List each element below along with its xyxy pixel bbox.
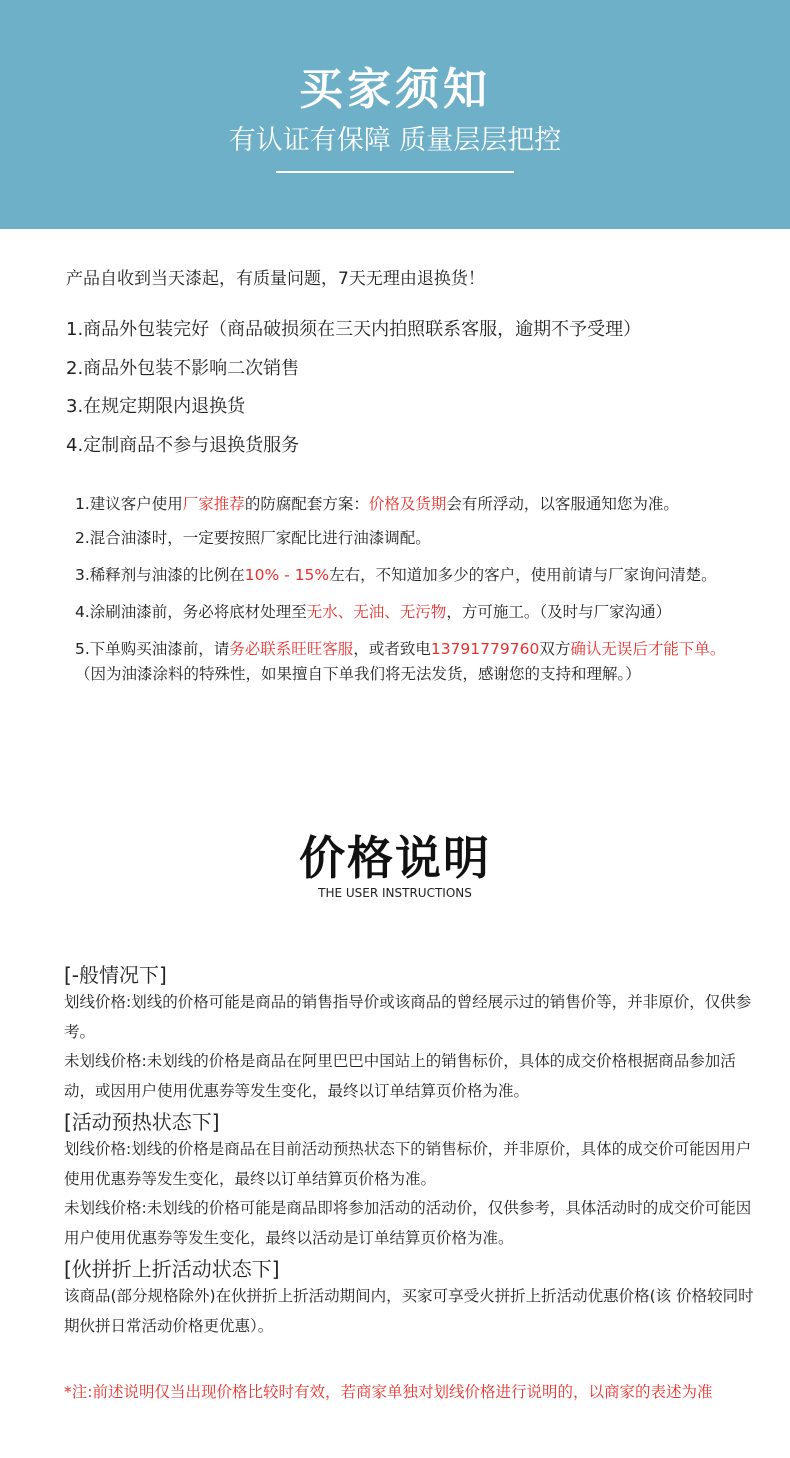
tip-3: 3.稀释剂与油漆的比例在10% - 15%左右，不知道加多少的客户，使用前请与厂家询问清楚。 [75,566,717,584]
price-explanation [64,962,764,1341]
highlight: 无水、无油、无污物 [306,603,447,621]
return-rule-4: 4.定制商品不参与退换货服务 [66,434,300,456]
return-rule-3: 3.在规定期限内退换货 [66,396,246,417]
section-title: 价格说明 [299,831,491,885]
price-note: *注:前述说明仅当出现价格比较时有效，若商家单独对划线价格进行说明的，以商家的表述为准 [64,1383,713,1401]
tip-2: 2.混合油漆时，一定要按照厂家配比进行油漆调配。 [75,529,431,547]
return-policy-intro: 产品自收到当天漆起，有质量问题，7天无理由退换货！ [66,269,485,289]
price-paragraph: 划线价格:划线的价格是商品在目前活动预热状态下的销售标价，并非原价，具体的成交价可能因用户使用优惠券等发生变化，最终以订单结算页价格为准。 [64,1140,752,1188]
price-paragraph: 未划线价格:未划线的价格可能是商品即将参加活动的活动价，仅供参考，具体活动时的成交价可能因用户使用优惠券等发生变化，最终以活动是订单结算页价格为准。 [64,1199,752,1247]
banner-title: 买家须知 [299,64,491,115]
return-rule-1: 1.商品外包装完好（商品破损须在三天内拍照联系客服，逾期不予受理） [66,319,642,340]
banner-divider [276,171,514,173]
price-section-heading [0,828,790,900]
tip-5: 5.下单购买油漆前，请务必联系旺旺客服，或者致电13791779760双方确认无误后才能下单。（因为油漆涂料的特殊性，如果擅自下单我们将无法发货，感谢您的支持和理解。） [75,640,726,683]
painting-tips [75,492,747,699]
price-paragraph: 未划线价格:未划线的价格是商品在阿里巴巴中国站上的销售标价，具体的成交价格根据商品参加活动，或因用户使用优惠券等发生变化，最终以订单结算页价格为准。 [64,1052,736,1100]
phone-number: 13791779760 [430,640,540,658]
banner-subtitle: 有认证有保障 质量层层把控 [228,125,562,156]
highlight: 10% - 15% [244,566,330,584]
price-paragraph: 划线价格:划线的价格可能是商品的销售指导价或该商品的曾经展示过的销售价等，并非原价，仅供参考。 [64,993,752,1041]
price-heading-preheat: [活动预热状态下] [64,1110,220,1134]
highlight: 务必联系旺旺客服 [229,640,354,658]
section-subtitle: THE USER INSTRUCTIONS [318,886,472,900]
return-rule-2: 2.商品外包装不影响二次销售 [66,357,300,379]
tip-1: 1.建议客户使用厂家推荐的防腐配套方案：价格及货期会有所浮动，以客服通知您为准。 [75,495,679,513]
price-paragraph: 该商品(部分规格除外)在伙拼折上折活动期间内，买家可享受火拼折上折活动优惠价格(该 价格较同时期伙拼日常活动价格更优惠）。 [64,1287,754,1335]
highlight: 价格及货期 [368,495,447,513]
header-banner [0,0,790,229]
highlight: 厂家推荐 [182,495,245,513]
price-heading-normal: [-般情况下] [64,963,167,987]
return-rules-list [66,316,641,470]
price-heading-group-discount: [伙拼折上折活动状态下] [64,1257,280,1281]
tip-4: 4.涂刷油漆前，务必将底材处理至无水、无油、无污物，方可施工。（及时与厂家沟通） [75,603,672,621]
highlight: 确认无误后才能下单。 [570,640,726,658]
